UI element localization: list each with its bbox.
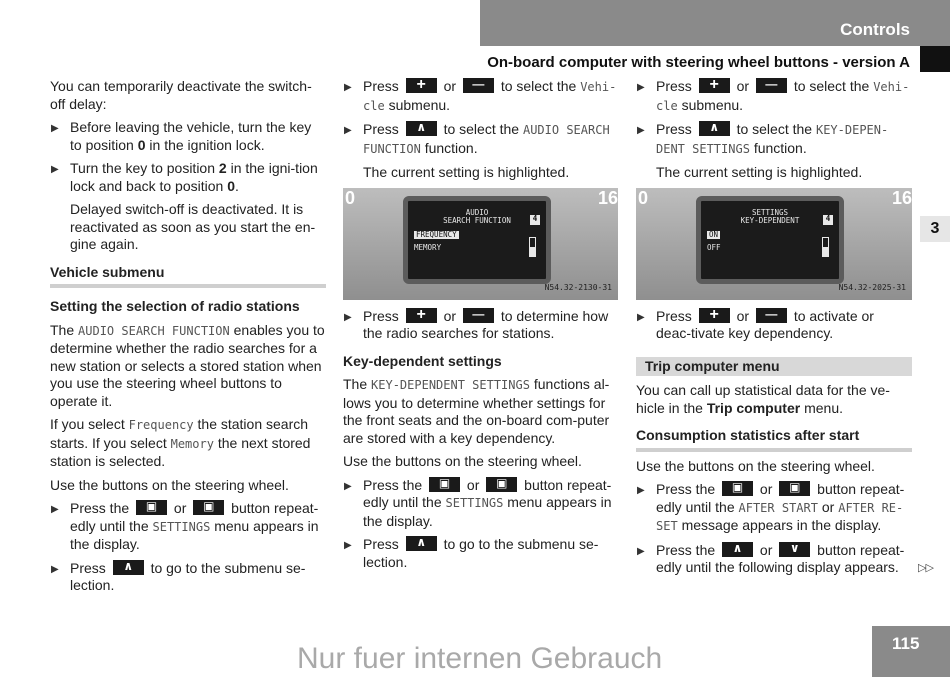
- phone-button-icon: [722, 481, 753, 496]
- list-item: [343, 78, 618, 115]
- text: Press the: [656, 481, 716, 497]
- text: the next stored station is selected.: [50, 434, 311, 469]
- plus-button-icon: [406, 78, 437, 93]
- up-button-icon: [113, 560, 144, 575]
- screen-title: SETTINGS: [751, 207, 789, 217]
- continue-arrows-icon: ▷▷: [918, 562, 933, 574]
- paragraph: [50, 322, 326, 411]
- text: enables you to determine whether the radio searches for a new station or selects a stored station when you use the steering wheel buttons to operate it.: [50, 321, 325, 409]
- text: to determine how the radio searches for stations.: [363, 307, 609, 341]
- plus-button-icon: [699, 308, 730, 323]
- text: Press: [656, 121, 692, 137]
- text: functions al-lows you to determine whether settings for the front seats and the on-board com-puter are stored with a key dependency.: [343, 376, 610, 446]
- corner-marker: [920, 46, 950, 72]
- text: to go to the submenu se-lection.: [70, 559, 306, 593]
- paragraph: Use the buttons on the steering wheel.: [636, 457, 875, 474]
- display-text: KEY-DEPENDENT SETTINGS: [371, 378, 530, 392]
- display-text: SETTINGS: [152, 519, 211, 534]
- screen-title: AUDIO: [465, 207, 489, 217]
- screen-title: SEARCH FUNCTION: [443, 215, 511, 225]
- text: The: [343, 376, 368, 392]
- text: in the igni-tion lock and back to position: [70, 160, 318, 194]
- text: in the ignition lock.: [149, 136, 265, 153]
- list-item: [343, 308, 618, 343]
- paragraph: [343, 376, 618, 447]
- watermark: Nur fuer internen Gebrauch: [297, 642, 663, 675]
- text: Press: [656, 78, 692, 94]
- text: button repeat-edly until the: [656, 481, 905, 515]
- list-item: [50, 119, 326, 154]
- list-item: [343, 536, 618, 571]
- screen-title: KEY-DEPENDENT: [740, 215, 800, 225]
- text: to select the: [500, 78, 577, 94]
- text: to go to the submenu se-lection.: [363, 536, 599, 570]
- page-number: 115: [872, 626, 950, 677]
- dial-number: 0: [345, 187, 356, 208]
- phone-button-icon: [193, 500, 224, 515]
- text: to select the: [793, 78, 870, 94]
- note-text: The current setting is highlighted.: [363, 164, 570, 180]
- display-text: AUDIO SEARCH FUNCTION: [78, 323, 230, 338]
- text: submenu.: [681, 96, 744, 113]
- list-item: [636, 481, 912, 536]
- note-text: The current setting is highlighted.: [656, 164, 863, 180]
- intro-text: You can temporarily deactivate the switch-off delay:: [50, 78, 312, 112]
- list-item: [50, 560, 326, 595]
- instrument-screen: [403, 196, 551, 284]
- text: Before leaving the vehicle, turn the key to position: [70, 119, 312, 153]
- text: Press the: [363, 476, 423, 493]
- scroll-bar-icon: [822, 237, 829, 257]
- minus-button-icon: [463, 78, 494, 93]
- minus-button-icon: [463, 308, 494, 323]
- minus-button-icon: [756, 308, 787, 323]
- instrument-screen: [696, 196, 844, 284]
- list-item: [636, 542, 912, 577]
- screen-number: 4: [823, 215, 833, 225]
- screen-number: 4: [530, 215, 540, 225]
- dial-number: 16: [597, 187, 618, 208]
- column-left: [50, 78, 326, 601]
- text: Press: [363, 536, 399, 552]
- text: Press: [363, 121, 399, 137]
- menu-name: Trip computer: [706, 399, 801, 416]
- note-text: Delayed switch-off is deactivated. It is reactivated as soon as you start the en-gine again.: [70, 201, 316, 252]
- paragraph: Use the buttons on the steering wheel.: [50, 476, 289, 493]
- up-button-icon: [699, 121, 730, 136]
- text: The: [50, 321, 75, 338]
- text: or: [466, 476, 480, 493]
- heading-key-dependent: Key-dependent settings: [343, 352, 502, 369]
- text: submenu.: [388, 96, 451, 113]
- display-text: AFTER START: [738, 500, 818, 515]
- text: or: [759, 541, 773, 558]
- display-text: Vehi-cle: [656, 80, 910, 113]
- phone-button-icon: [779, 481, 810, 496]
- paragraph: Use the buttons on the steering wheel.: [343, 453, 582, 469]
- text: Press the: [656, 541, 716, 558]
- screen-option: OFF: [707, 242, 721, 252]
- text: button repeat-edly until the: [363, 476, 612, 510]
- image-reference: N54.32-2130-31: [544, 283, 612, 292]
- up-button-icon: [722, 542, 753, 557]
- up-button-icon: [406, 536, 437, 551]
- text: function.: [424, 139, 478, 156]
- display-text: AFTER RE-SET: [656, 500, 904, 533]
- text: or: [443, 307, 457, 324]
- list-item: [343, 121, 618, 158]
- display-illustration-audio: [343, 188, 618, 300]
- paragraph: [636, 382, 912, 417]
- dial-number: 0: [638, 187, 649, 208]
- down-button-icon: [779, 542, 810, 557]
- paragraph: [50, 416, 326, 471]
- scroll-bar-icon: [529, 237, 536, 257]
- display-text: AUDIO SEARCH FUNCTION: [363, 123, 610, 156]
- plus-button-icon: [699, 78, 730, 93]
- text: or: [759, 481, 773, 497]
- text: menu appears in the display.: [70, 517, 319, 552]
- text: to select the: [736, 121, 813, 137]
- screen-selected-option: FREQUENCY: [416, 229, 457, 239]
- heading-trip-computer: Trip computer menu: [636, 357, 912, 377]
- chapter-tab: 3: [920, 216, 950, 242]
- text: Press: [70, 559, 106, 576]
- screen-selected-option: ON: [709, 229, 719, 239]
- phone-button-icon: [486, 477, 517, 492]
- screen-option: MEMORY: [414, 242, 442, 252]
- heading-vehicle-submenu: Vehicle submenu: [50, 264, 326, 289]
- text: menu.: [804, 399, 843, 416]
- display-text: KEY-DEPEN-DENT SETTINGS: [656, 123, 889, 156]
- position-value: 0: [137, 136, 146, 153]
- text: You can call up statistical data for the ve-hicle in the: [636, 382, 890, 416]
- text: or: [443, 78, 457, 94]
- text: message appears in the display.: [681, 517, 882, 533]
- plus-button-icon: [406, 308, 437, 323]
- phone-button-icon: [429, 477, 460, 492]
- list-item: [343, 477, 618, 531]
- text: button repeat-edly until the following display appears.: [656, 541, 905, 575]
- text: Press the: [70, 500, 130, 516]
- position-value: 0: [227, 177, 236, 194]
- column-middle: [343, 78, 618, 577]
- heading-consumption-statistics: Consumption statistics after start: [636, 427, 912, 452]
- display-illustration-settings: [636, 188, 912, 300]
- text: the station search starts. If you select: [50, 416, 309, 451]
- position-value: 2: [218, 160, 227, 176]
- text: to activate or deac-tivate key dependency.: [656, 307, 874, 341]
- list-item: [50, 500, 326, 554]
- section-title: On-board computer with steering wheel buttons - version A: [487, 54, 910, 71]
- text: Turn the key to position: [70, 160, 216, 176]
- text: or: [736, 78, 750, 94]
- list-item: [636, 121, 912, 158]
- heading-radio-stations: Setting the selection of radio stations: [50, 298, 300, 314]
- text: If you select: [50, 416, 125, 432]
- text: or: [736, 307, 750, 324]
- text: Press: [363, 307, 399, 324]
- display-text: Vehi-cle: [363, 80, 617, 113]
- display-text: SETTINGS: [445, 496, 504, 510]
- header-title: Controls: [840, 20, 910, 39]
- text: Press: [656, 307, 692, 324]
- minus-button-icon: [756, 78, 787, 93]
- list-item: [50, 160, 326, 195]
- text: or: [173, 500, 187, 516]
- image-reference: N54.32-2025-31: [838, 283, 906, 292]
- text: function.: [753, 139, 807, 156]
- display-text: Frequency: [128, 418, 194, 432]
- dial-number: 16: [891, 187, 912, 208]
- list-item: [636, 308, 912, 343]
- text: .: [235, 177, 239, 194]
- text: to select the: [443, 121, 520, 137]
- display-text: Memory: [170, 436, 214, 451]
- column-right: [636, 78, 912, 583]
- text: Press: [363, 78, 399, 94]
- list-item: [636, 78, 912, 115]
- up-button-icon: [406, 121, 437, 136]
- text: menu appears in the display.: [363, 494, 612, 529]
- text: or: [821, 498, 835, 515]
- phone-button-icon: [136, 500, 167, 515]
- text: button repeat-edly until the: [70, 500, 319, 534]
